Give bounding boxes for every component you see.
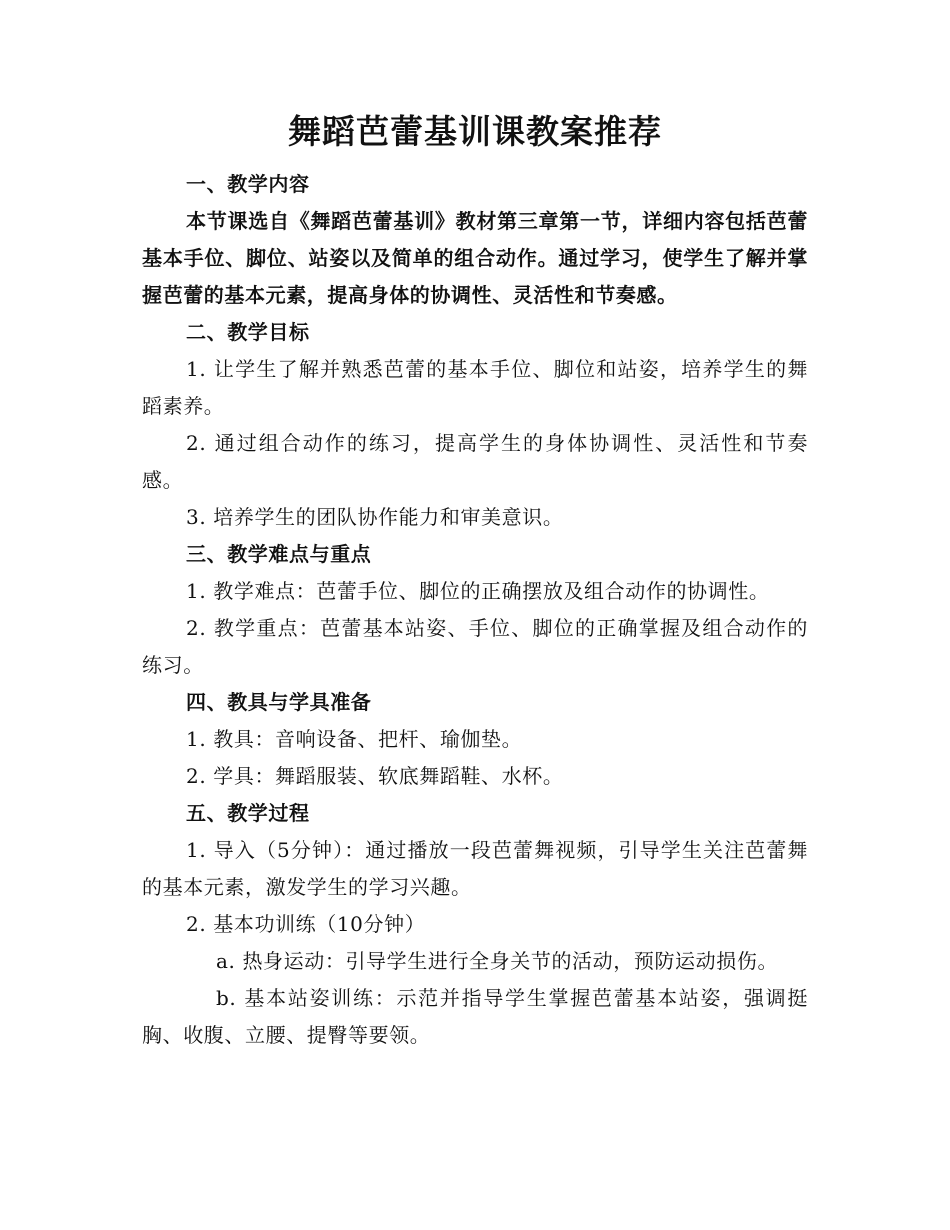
document-body (142, 166, 808, 1054)
section-heading-content: 一、教学内容 (186, 172, 310, 196)
section-heading-difficulties: 三、教学难点与重点 (186, 542, 372, 566)
section-heading-goals: 二、教学目标 (186, 320, 310, 344)
goal-item: 1. 让学生了解并熟悉芭蕾的基本手位、脚位和站姿，培养学生的舞蹈素养。 (142, 357, 808, 418)
content-intro-paragraph: 本节课选自《舞蹈芭蕾基训》教材第三章第一节，详细内容包括芭蕾基本手位、脚位、站姿以及简单的组合动作。通过学习，使学生了解并掌握芭蕾的基本元素，提高身体的协调性、灵活性和节奏感。 (142, 209, 808, 307)
process-item: 2. 基本功训练（10分钟） (186, 912, 426, 936)
difficulty-item: 2. 教学重点：芭蕾基本站姿、手位、脚位的正确掌握及组合动作的练习。 (142, 616, 808, 677)
goal-item: 2. 通过组合动作的练习，提高学生的身体协调性、灵活性和节奏感。 (142, 431, 808, 492)
section-heading-process: 五、教学过程 (186, 801, 310, 825)
section-heading-tools: 四、教具与学具准备 (186, 690, 372, 714)
process-item: 1. 导入（5分钟）：通过播放一段芭蕾舞视频，引导学生关注芭蕾舞的基本元素，激发学生的学习兴趣。 (142, 838, 808, 899)
process-subitem: b. 基本站姿训练：示范并指导学生掌握芭蕾基本站姿，强调挺胸、收腹、立腰、提臀等要领。 (142, 986, 808, 1047)
tool-item: 1. 教具：音响设备、把杆、瑜伽垫。 (186, 727, 523, 751)
tool-item: 2. 学具：舞蹈服装、软底舞蹈鞋、水杯。 (186, 764, 564, 788)
goal-item: 3. 培养学生的团队协作能力和审美意识。 (186, 505, 564, 529)
page-title: 舞蹈芭蕾基训课教案推荐 (288, 112, 662, 151)
process-subitem: a. 热身运动：引导学生进行全身关节的活动，预防运动损伤。 (216, 949, 779, 973)
difficulty-item: 1. 教学难点：芭蕾手位、脚位的正确摆放及组合动作的协调性。 (186, 579, 770, 603)
